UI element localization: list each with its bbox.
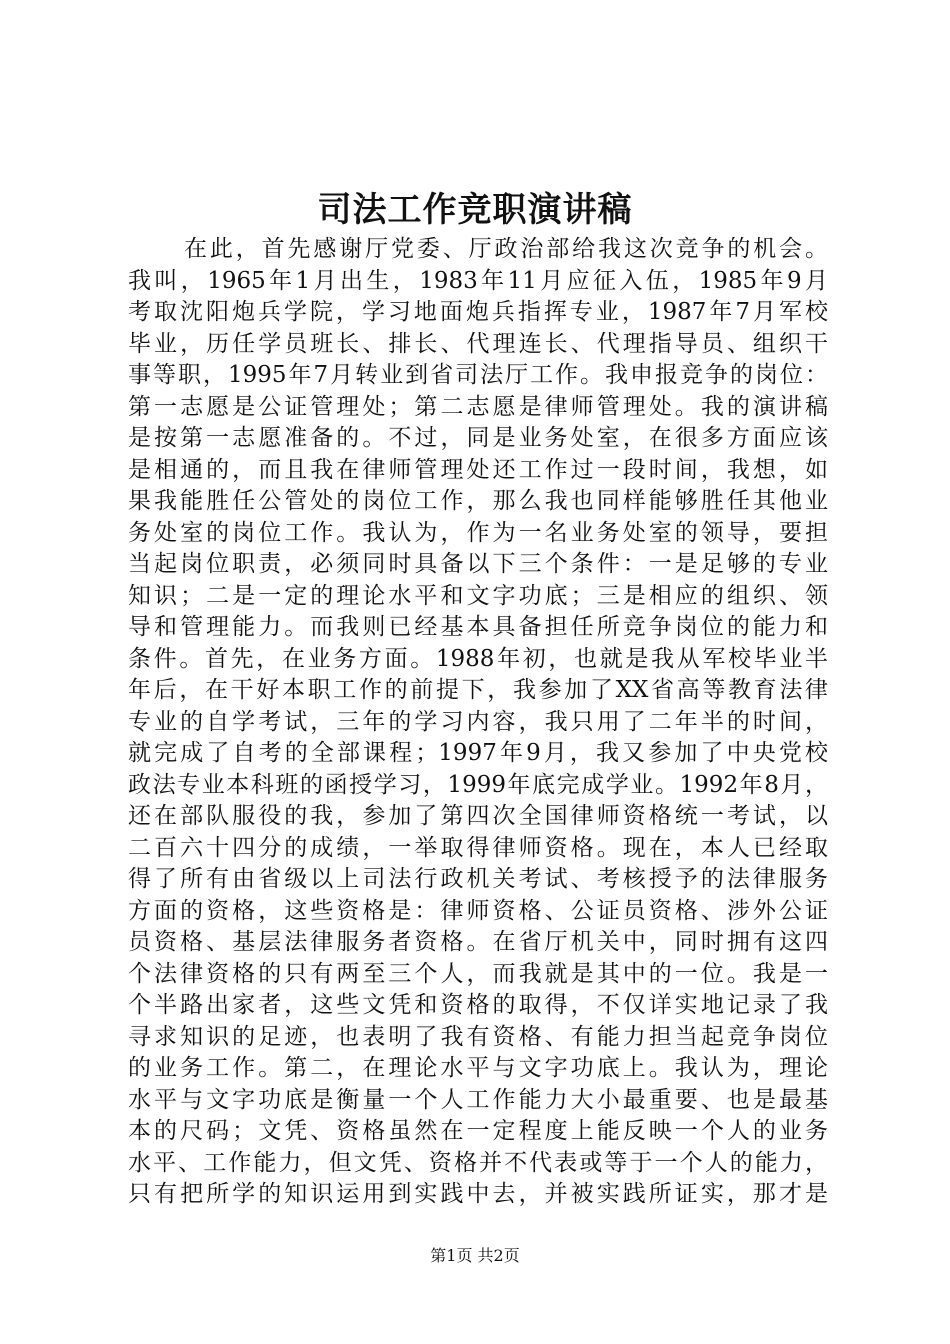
body-line: 政法专业本科班的函授学习，1999年底完成学业。1992年8月，	[128, 771, 828, 798]
body-line: 知识；二是一定的理论水平和文字功底；三是相应的组织、领	[128, 582, 828, 609]
body-line: 是相通的，而且我在律师管理处还工作过一段时间，我想，如	[128, 456, 828, 483]
body-line: 水平、工作能力，但文凭、资格并不代表或等于一个人的能力，	[128, 1149, 828, 1176]
body-line: 是按第一志愿准备的。不过，同是业务处室，在很多方面应该	[128, 425, 828, 451]
body-line: 水平与文字功底是衡量一个人工作能力大小最重要、也是最基	[128, 1086, 828, 1113]
body-line: 事等职，1995年7月转业到省司法厅工作。我申报竞争的岗位：	[128, 362, 828, 388]
body-line: 第一志愿是公证管理处；第二志愿是律师管理处。我的演讲稿	[128, 393, 828, 420]
document-body	[128, 234, 828, 1211]
body-line: 专业的自学考试，三年的学习内容，我只用了二年半的时间，	[128, 708, 828, 735]
body-line: 还在部队服役的我，参加了第四次全国律师资格统一考试，以	[128, 803, 828, 829]
body-line: 务处室的岗位工作。我认为，作为一名业务处室的领导，要担	[128, 519, 828, 546]
body-line: 员资格、基层法律服务者资格。在省厅机关中，同时拥有这四	[128, 929, 828, 955]
body-line: 寻求知识的足迹，也表明了我有资格、有能力担当起竞争岗位	[128, 1023, 828, 1050]
body-line: 本的尺码；文凭、资格虽然在一定程度上能反映一个人的业务	[128, 1118, 828, 1144]
body-line: 我叫，1965年1月出生，1983年11月应征入伍，1985年9月	[128, 267, 828, 294]
body-line: 只有把所学的知识运用到实践中去，并被实践所证实，那才是	[128, 1181, 828, 1207]
body-line: 个法律资格的只有两至三个人，而我就是其中的一位。我是一	[128, 960, 828, 987]
body-line: 的业务工作。第二，在理论水平与文字功底上。我认为，理论	[128, 1055, 828, 1081]
body-line: 当起岗位职责，必须同时具备以下三个条件：一是足够的专业	[128, 551, 828, 577]
page-footer: 第1页 共2页	[430, 1246, 520, 1265]
body-line: 在此，首先感谢厅党委、厅政治部给我这次竞争的机会。	[184, 236, 828, 262]
body-line: 果我能胜任公管处的岗位工作，那么我也同样能够胜任其他业	[128, 488, 828, 514]
body-line: 导和管理能力。而我则已经基本具备担任所竞争岗位的能力和	[128, 614, 828, 640]
body-line: 毕业，历任学员班长、排长、代理连长、代理指导员、组织干	[128, 330, 828, 357]
body-line: 二百六十四分的成绩，一举取得律师资格。现在，本人已经取	[128, 834, 828, 861]
body-line: 年后，在干好本职工作的前提下，我参加了XX省高等教育法律	[128, 677, 828, 703]
body-line: 方面的资格，这些资格是：律师资格、公证员资格、涉外公证	[128, 897, 828, 924]
body-line: 个半路出家者，这些文凭和资格的取得，不仅详实地记录了我	[128, 992, 828, 1018]
body-line: 条件。首先，在业务方面。1988年初，也就是我从军校毕业半	[128, 645, 828, 672]
document-title: 司法工作竞职演讲稿	[317, 190, 633, 230]
body-line: 得了所有由省级以上司法行政机关考试、考核授予的法律服务	[128, 866, 828, 892]
body-line: 就完成了自考的全部课程；1997年9月，我又参加了中央党校	[128, 740, 828, 766]
body-line: 考取沈阳炮兵学院，学习地面炮兵指挥专业，1987年7月军校	[128, 299, 828, 325]
